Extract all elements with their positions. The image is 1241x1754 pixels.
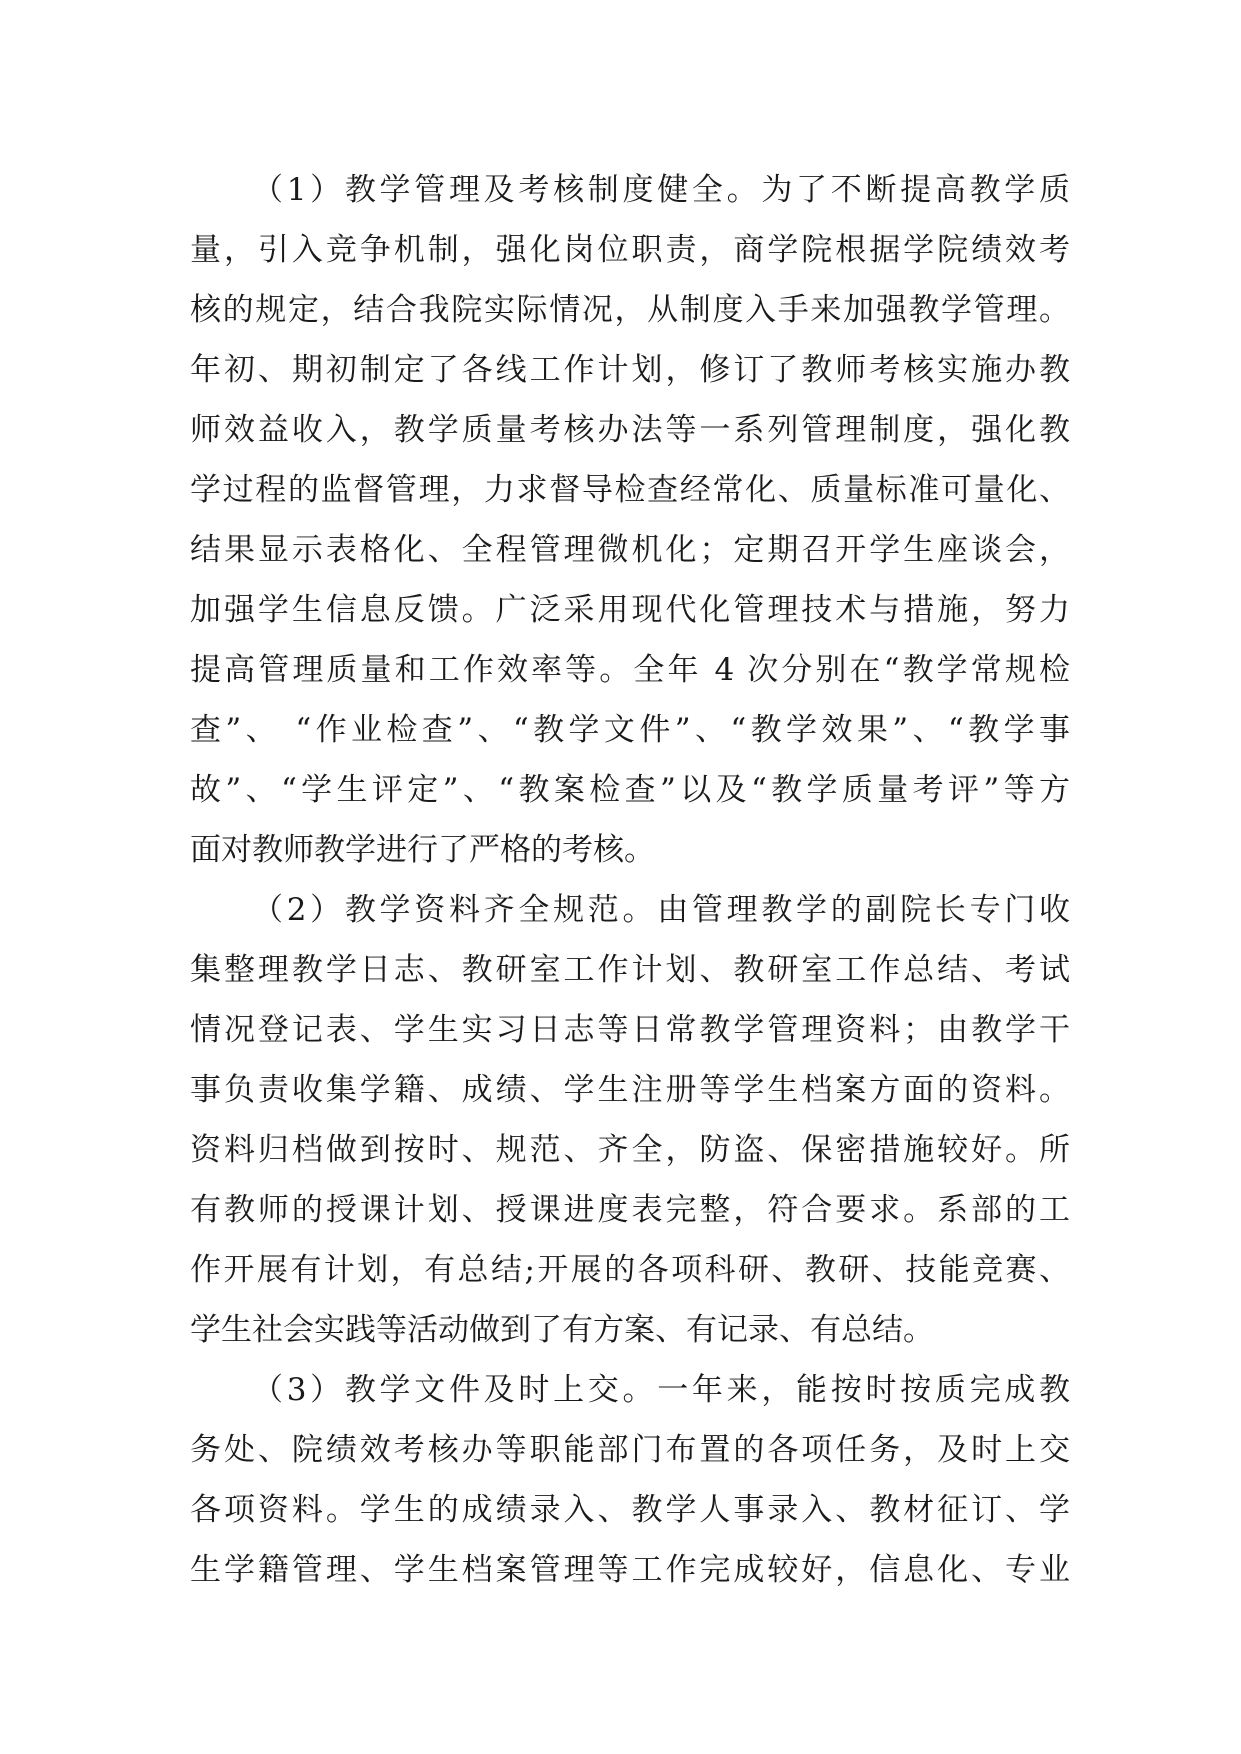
text-line: 事负责收集学籍、成绩、学生注册等学生档案方面的资料。: [190, 1072, 1070, 1108]
text-line: 核的规定，结合我院实际情况，从制度入手来加强教学管理。: [190, 292, 1070, 328]
text-line: 查”、 “作业检查”、“教学文件”、“教学效果”、“教学事: [190, 712, 1070, 748]
text-line: 作开展有计划，有总结;开展的各项科研、教研、技能竞赛、: [190, 1252, 1070, 1288]
text-line: 各项资料。学生的成绩录入、教学人事录入、教材征订、学: [190, 1492, 1070, 1528]
text-line: 故”、“学生评定”、“教案检查”以及“教学质量考评”等方: [190, 772, 1070, 808]
text-line: 情况登记表、学生实习日志等日常教学管理资料；由教学干: [190, 1012, 1070, 1048]
text-line: 师效益收入，教学质量考核办法等一系列管理制度，强化教: [190, 412, 1070, 448]
text-line: 加强学生信息反馈。广泛采用现代化管理技术与措施，努力: [190, 592, 1070, 628]
text-line: 学生社会实践等活动做到了有方案、有记录、有总结。: [190, 1312, 934, 1348]
text-line: （1）教学管理及考核制度健全。为了不断提高教学质: [252, 172, 1070, 208]
text-line: 集整理教学日志、教研室工作计划、教研室工作总结、考试: [190, 952, 1070, 988]
text-line: 量，引入竞争机制，强化岗位职责，商学院根据学院绩效考: [190, 232, 1070, 268]
text-line: 提高管理质量和工作效率等。全年 4 次分别在“教学常规检: [190, 652, 1070, 688]
text-line: 务处、院绩效考核办等职能部门布置的各项任务，及时上交: [190, 1432, 1070, 1468]
text-line: 年初、期初制定了各线工作计划，修订了教师考核实施办教: [190, 352, 1070, 388]
text-line: （3）教学文件及时上交。一年来，能按时按质完成教: [252, 1372, 1070, 1408]
text-line: （2）教学资料齐全规范。由管理教学的副院长专门收: [252, 892, 1070, 928]
text-line: 面对教师教学进行了严格的考核。: [190, 832, 655, 868]
text-line: 生学籍管理、学生档案管理等工作完成较好，信息化、专业: [190, 1552, 1070, 1588]
text-line: 有教师的授课计划、授课进度表完整，符合要求。系部的工: [190, 1192, 1070, 1228]
text-line: 资料归档做到按时、规范、齐全，防盗、保密措施较好。所: [190, 1132, 1070, 1168]
text-line: 学过程的监督管理，力求督导检查经常化、质量标准可量化、: [190, 472, 1070, 508]
text-line: 结果显示表格化、全程管理微机化；定期召开学生座谈会，: [190, 532, 1070, 568]
